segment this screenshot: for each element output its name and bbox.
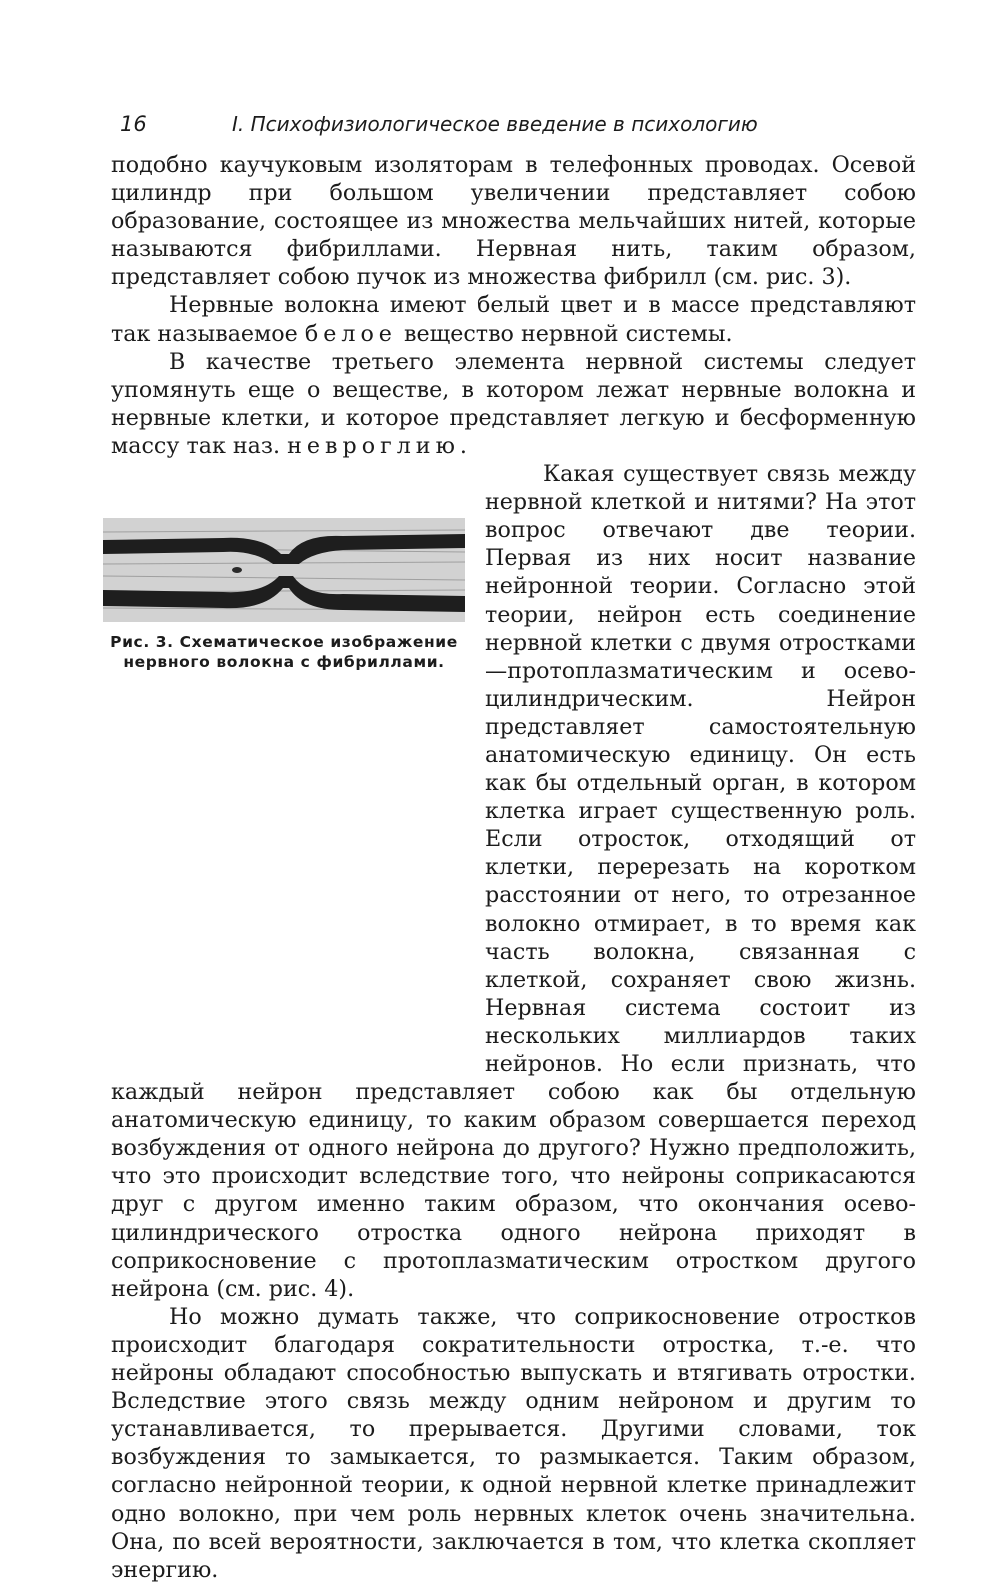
page-number: 16 xyxy=(120,112,147,136)
paragraph-3: В качестве третьего элемента нервной системы следует упомянуть еще о веществе, в котором лежат нервные волокна и нервные клетки, и которое представляет легкую и бесформенную массу так наз. невроглию. xyxy=(111,348,916,459)
paragraph-1: подобно каучуковым изоляторам в телефонных проводах. Осевой цилиндр при большом увеличении представляет собою образование, состоящее из множества мельчайших нитей, которые называются фибриллами. Нервная нить, таким образом, представляет собою пучок из множества фибрилл (см. рис. 3). xyxy=(111,152,916,291)
figure-3 xyxy=(103,460,465,1050)
page-body xyxy=(111,151,916,1584)
spaced-term: невроглию xyxy=(287,432,460,459)
nerve-fiber-illustration xyxy=(103,518,465,622)
paragraph-5: Но можно думать также, что соприкосновение отростков происходит благодаря сократительности отростка, т.-е. что нейроны обладают способностью выпускать и втягивать отростки. Вследствие этого связь между одним нейроном и другим то устанавливается, то прерывается. Другими словами, ток возбуждения то замыкается, то размыкается. Таким образом, согласно нейронной теории, к одной нервной клетке принадлежит одно волокно, при чем роль нервных клеток очень значительна. Она, по всей вероятности, заключается в том, что клетка скопляет энергию. xyxy=(111,1303,916,1583)
paragraph-2: Нервные волокна имеют белый цвет и в массе представляют так называемое белое вещество нервной системы. xyxy=(111,292,916,347)
paragraph-4: Какая существует связь между нервной клеткой и нитями? На этот вопрос отвечают две теории. Первая из них носит название нейронной теории. Согласно этой теории, нейрон есть соединение нервной клетки с двумя отростками—протоплазматическим и осево-цилиндрическим. Нейрон представляет самостоятельную анатомическую единицу. Он есть как бы отдельный орган, в котором клетка играет существенную роль. Если отросток, отходящий от клетки, перерезать на коротком расстоянии от него, то отрезанное волокно отмирает, в то время как часть волокна, связанная с клеткой, сохраняет свою жизнь. Нервная система состоит из нескольких миллиардов таких нейронов. Но если признать, что каждый нейрон представляет собою как бы отдельную анатомическую единицу, то каким образом совершается переход возбуждения от одного нейрона до другого? Нужно предположить, что это происходит вследствие того, что нейроны соприкасаются друг с другом именно таким образом, что окончания осево-цилиндрического отростка одного нейрона приходят в соприкосновение с протоплазматическим отростком другого нейрона (см. рис. 4). xyxy=(111,461,916,1302)
figure-caption: Рис. 3. Схематическое изображение нервного волокна с фибриллами. xyxy=(110,633,458,672)
spaced-term: белое xyxy=(304,320,397,347)
running-header xyxy=(120,107,920,141)
running-title: I. Психофизиологическое введение в психологию xyxy=(232,112,758,136)
